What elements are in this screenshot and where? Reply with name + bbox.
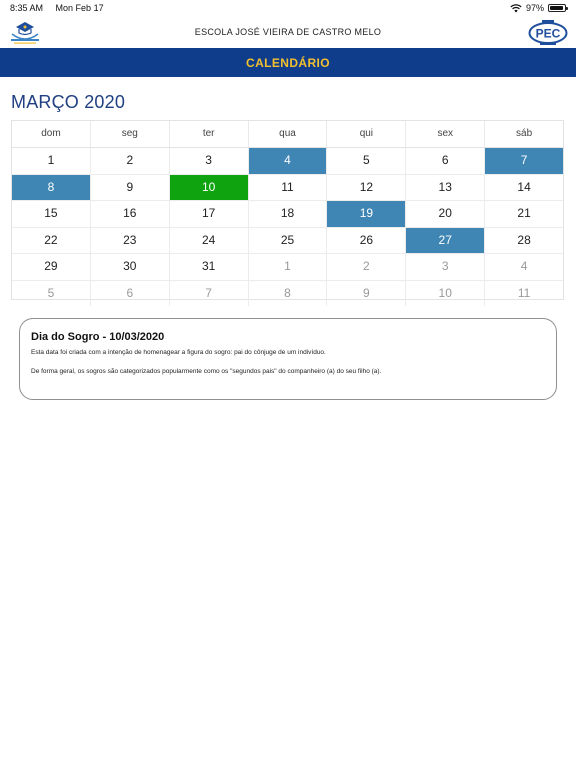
event-paragraph: Esta data foi criada com a intenção de homenagear a figura do sogro: pai do cônjuge de um indivíduo. [31,349,326,356]
battery-icon [548,4,566,12]
calendar-day[interactable]: 29 [12,254,91,280]
pec-logo-icon [528,18,568,46]
title-bar [0,48,576,77]
calendar-day-other-month[interactable]: 7 [170,281,249,307]
weekday-label: qui [327,121,406,147]
calendar-day[interactable]: 28 [517,232,531,247]
calendar-week-row [12,228,563,255]
calendar-day-other-month[interactable]: 8 [249,281,328,307]
event-card [19,318,557,400]
calendar-day[interactable]: 14 [517,179,531,194]
calendar-day[interactable]: 15 [12,201,91,227]
calendar-day[interactable]: 23 [91,228,170,254]
calendar-week-row [12,281,563,307]
calendar-day[interactable]: 22 [12,228,91,254]
weekday-label: dom [12,121,91,147]
status-bar [0,0,576,16]
app-header [0,16,576,48]
weekday-label: sáb [516,128,533,139]
calendar-grid [11,120,564,300]
event-title: Dia do Sogro - 10/03/2020 [31,331,165,343]
calendar-day-event[interactable]: 4 [249,148,328,174]
event-paragraph: De forma geral, os sogros são categorizados popularmente como os "segundos pais" do companheiro (a) do seu filho (a). [31,368,382,376]
calendar-day-other-month[interactable]: 11 [517,285,531,300]
calendar-day[interactable]: 5 [327,148,406,174]
page-title: CALENDÁRIO [246,55,330,70]
status-time: 8:35 AM [10,3,44,13]
wifi-icon [510,4,522,13]
calendar-day[interactable]: 3 [170,148,249,174]
weekday-label: sex [406,121,485,147]
calendar-week-row [12,254,563,281]
calendar-day-other-month[interactable]: 3 [406,254,485,280]
calendar-day-other-month[interactable]: 2 [327,254,406,280]
calendar-day[interactable]: 24 [170,228,249,254]
calendar-day-other-month[interactable]: 5 [12,281,91,307]
calendar-day[interactable]: 16 [91,201,170,227]
weekday-label: ter [170,121,249,147]
calendar-day-other-month[interactable]: 1 [249,254,328,280]
calendar-day[interactable]: 26 [327,228,406,254]
weekday-header [12,121,563,148]
calendar-day[interactable]: 11 [249,175,328,201]
calendar-body [12,148,563,306]
pec-logo-text: PEC [535,26,561,41]
calendar-week-row [12,175,563,202]
calendar-day[interactable]: 6 [406,148,485,174]
calendar-day[interactable]: 18 [249,201,328,227]
calendar-day-event[interactable]: 8 [12,175,91,201]
calendar-day[interactable]: 2 [91,148,170,174]
calendar-day[interactable]: 25 [249,228,328,254]
calendar-day-other-month[interactable]: 10 [406,281,485,307]
calendar-day[interactable]: 1 [12,148,91,174]
calendar-day[interactable]: 20 [406,201,485,227]
calendar-day-other-month[interactable]: 6 [91,281,170,307]
calendar-day[interactable]: 31 [170,254,249,280]
calendar-day[interactable]: 12 [327,175,406,201]
calendar-day-other-month[interactable]: 4 [520,259,528,273]
battery-percent: 97% [525,3,544,13]
calendar-week-row [12,201,563,228]
calendar-day[interactable]: 21 [517,206,531,220]
calendar-day-event[interactable]: 27 [406,228,485,254]
weekday-label: seg [91,121,170,147]
calendar-day-other-month[interactable]: 9 [327,281,406,307]
status-date: Mon Feb 17 [55,3,104,13]
calendar-day-event[interactable]: 7 [485,148,563,174]
calendar-week-row [12,148,563,175]
weekday-label: qua [249,121,328,147]
month-title: MARÇO 2020 [11,92,126,112]
calendar-day[interactable]: 30 [91,254,170,280]
school-name: ESCOLA JOSÉ VIEIRA DE CASTRO MELO [194,27,382,37]
calendar-day-event[interactable]: 19 [327,201,406,227]
calendar-day-selected[interactable]: 10 [170,175,249,201]
calendar-day[interactable]: 9 [91,175,170,201]
calendar-day[interactable]: 17 [170,201,249,227]
calendar-day[interactable]: 13 [406,175,485,201]
